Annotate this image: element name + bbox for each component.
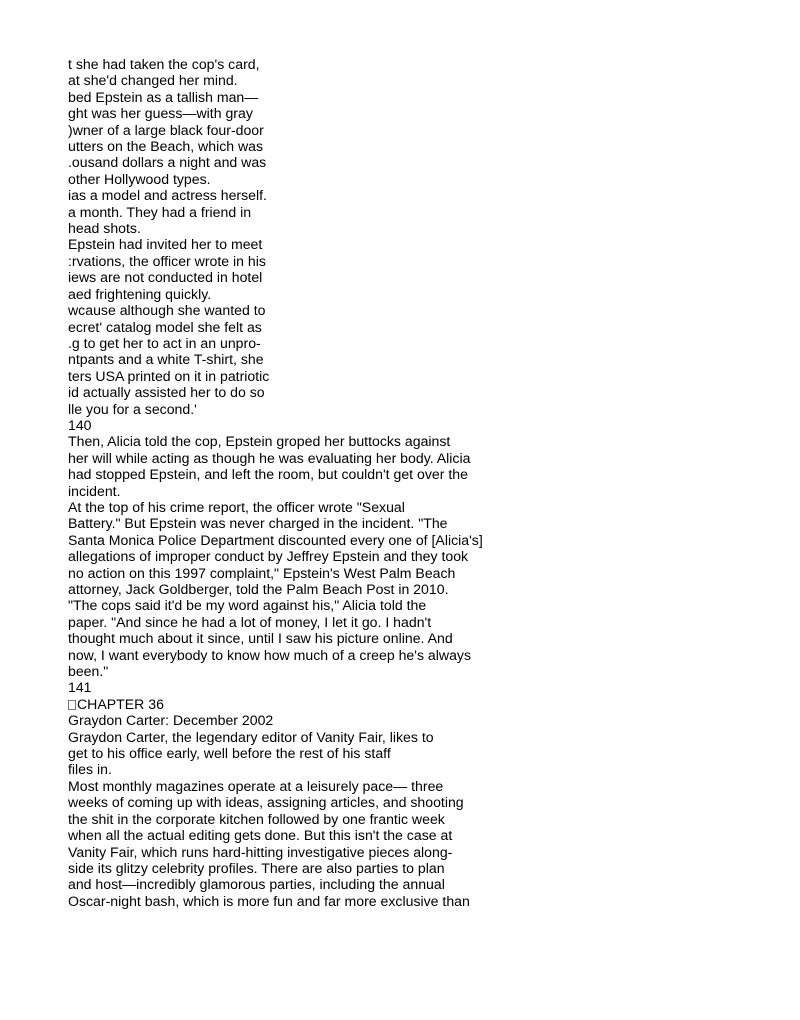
- text-block-after-chapter: [68, 712, 788, 909]
- text-line: wcause although she wanted to: [68, 302, 266, 319]
- text-line: Epstein had invited her to meet: [68, 236, 263, 253]
- text-block-before-chapter: [68, 56, 788, 696]
- text-line: :rvations, the officer wrote in his: [68, 252, 266, 269]
- missing-glyph-box-icon: [68, 700, 76, 710]
- text-line: ecret' catalog model she felt as: [68, 318, 262, 335]
- text-line: allegations of improper conduct by Jeffrey Epstein and they took: [68, 548, 469, 565]
- text-line: had stopped Epstein, and left the room, but couldn't get over the: [68, 466, 468, 483]
- text-line: Then, Alicia told the cop, Epstein groped her buttocks against: [68, 433, 451, 450]
- text-line: Graydon Carter: December 2002: [68, 712, 274, 729]
- text-line: ters USA printed on it in patriotic: [68, 367, 270, 384]
- text-line: Oscar-night bash, which is more fun and far more exclusive than: [68, 892, 470, 909]
- text-line: )wner of a large black four-door: [68, 121, 264, 138]
- text-line: when all the actual editing gets done. But this isn't the case at: [68, 827, 453, 844]
- text-line: At the top of his crime report, the officer wrote "Sexual: [68, 498, 405, 515]
- document-page: [68, 56, 788, 909]
- text-line: ntpants and a white T-shirt, she: [68, 351, 264, 368]
- text-line: at she'd changed her mind.: [68, 72, 238, 89]
- text-line: been.": [68, 663, 109, 680]
- text-line: files in.: [68, 761, 112, 778]
- text-line: no action on this 1997 complaint," Epstein's West Palm Beach: [68, 564, 456, 581]
- text-line: Graydon Carter, the legendary editor of Vanity Fair, likes to: [68, 728, 434, 745]
- text-line: now, I want everybody to know how much of a creep he's always: [68, 646, 472, 663]
- text-line: bed Epstein as a tallish man—: [68, 88, 259, 105]
- text-line: Most monthly magazines operate at a leisurely pace— three: [68, 777, 444, 794]
- text-line: weeks of coming up with ideas, assigning articles, and shooting: [68, 794, 464, 811]
- chapter-heading-line: [68, 696, 788, 712]
- text-line: t she had taken the cop's card,: [68, 56, 260, 72]
- text-line: the shit in the corporate kitchen followed by one frantic week: [68, 810, 445, 827]
- text-line: .ousand dollars a night and was: [68, 154, 267, 171]
- text-line: ias a model and actress herself.: [68, 187, 267, 204]
- text-line: id actually assisted her to do so: [68, 384, 265, 401]
- text-line: aed frightening quickly.: [68, 285, 212, 302]
- chapter-heading: CHAPTER 36: [77, 695, 164, 712]
- text-line: Battery." But Epstein was never charged in the incident. "The: [68, 515, 448, 532]
- text-line: thought much about it since, until I saw his picture online. And: [68, 630, 453, 647]
- text-line: Vanity Fair, which runs hard-hitting investigative pieces along-: [68, 843, 453, 860]
- text-line: her will while acting as though he was evaluating her body. Alicia: [68, 449, 471, 466]
- text-line: other Hollywood types.: [68, 170, 211, 187]
- text-line: attorney, Jack Goldberger, told the Palm Beach Post in 2010.: [68, 581, 449, 597]
- text-line: paper. "And since he had a lot of money, I let it go. I hadn't: [68, 613, 432, 630]
- text-line: incident.: [68, 482, 121, 499]
- text-line: head shots.: [68, 220, 141, 237]
- text-line: iews are not conducted in hotel: [68, 269, 263, 286]
- text-line: utters on the Beach, which was: [68, 138, 264, 155]
- text-line: lle you for a second.': [68, 400, 197, 417]
- text-line: a month. They had a friend in: [68, 203, 252, 220]
- text-line: 140: [68, 416, 92, 433]
- text-line: side its glitzy celebrity profiles. There are also parties to plan: [68, 859, 445, 876]
- text-line: get to his office early, well before the rest of his staff: [68, 745, 391, 762]
- text-line: .g to get her to act in an unpro-: [68, 334, 261, 351]
- text-line: Santa Monica Police Department discounted every one of [Alicia's]: [68, 531, 483, 548]
- text-line: "The cops said it'd be my word against his," Alicia told the: [68, 597, 427, 614]
- text-line: 141: [68, 679, 92, 696]
- text-line: ght was her guess—with gray: [68, 105, 253, 122]
- text-line: and host—incredibly glamorous parties, including the annual: [68, 876, 445, 893]
